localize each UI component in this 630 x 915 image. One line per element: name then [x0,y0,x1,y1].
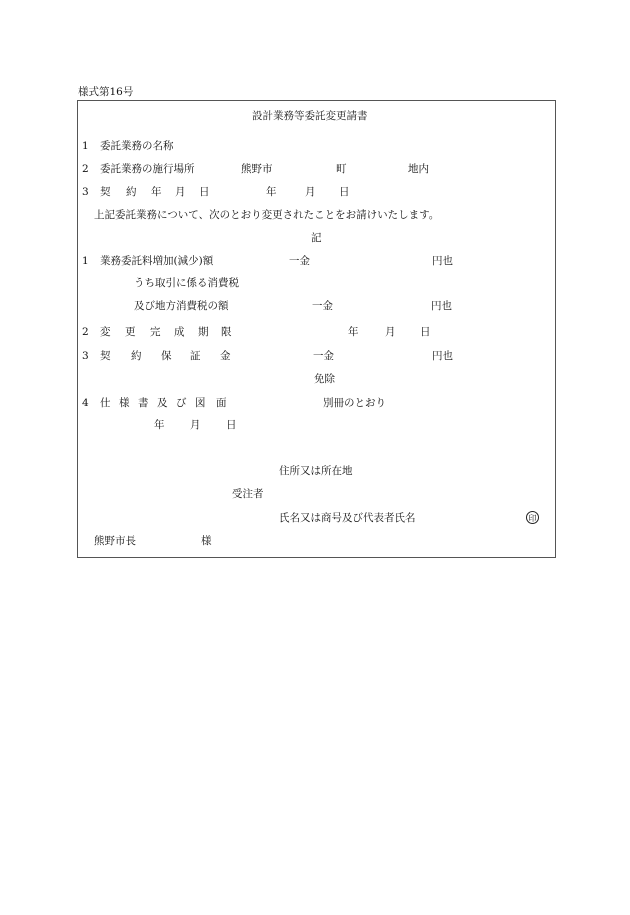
date-month: 月 [190,419,201,431]
address-label: 住所又は所在地 [279,465,353,477]
deposit-exempt: 免除 [314,373,335,385]
contract-date-char: 年 [151,186,162,198]
spec-char: 様 [119,397,130,409]
deposit-char: 証 [190,350,201,362]
deadline-char: 完 [150,326,161,338]
tax-label-line1: うち取引に係る消費税 [134,277,239,289]
contract-day: 日 [339,186,350,198]
tax-enya: 円也 [431,300,452,312]
spec-char: び [176,397,187,409]
contract-date-char: 月 [175,186,186,198]
tax-label-line2: 及び地方消費税の額 [134,300,229,312]
business-place-label: 委託業務の施行場所 [100,163,195,175]
contractor-label: 受注者 [232,488,264,500]
signer-name-label: 氏名又は商号及び代表者氏名 [279,512,416,524]
deadline-char: 成 [174,326,185,338]
contract-date-char: 日 [199,186,210,198]
spec-char: 書 [138,397,149,409]
seal-mark: 印 [526,511,539,524]
city-label: 熊野市 [241,163,273,175]
spec-char: 及 [157,397,168,409]
addressee-honorific: 様 [201,535,212,547]
contract-month: 月 [305,186,316,198]
spec-char: 仕 [100,397,111,409]
form-number: 様式第16号 [78,86,134,98]
deadline-char: 変 [100,326,111,338]
fee-change-label: 業務委託料増加(減少)額 [100,255,214,267]
business-name-label: 委託業務の名称 [100,140,174,152]
contract-date-char: 契 [100,186,111,198]
contract-year: 年 [266,186,277,198]
deadline-char: 期 [198,326,209,338]
item-number-1: 1 [82,140,89,152]
fee-ikkin: 一金 [289,255,310,267]
town-label: 町 [336,163,347,175]
statement: 上記委託業務について、次のとおり変更されたことをお請けいたします。 [94,209,440,221]
fee-enya: 円也 [432,255,453,267]
deposit-char: 金 [220,350,231,362]
ki-heading: 記 [311,232,322,244]
deposit-enya: 円也 [432,350,453,362]
deadline-day: 日 [420,326,431,338]
document-title: 設計業務等委託変更請書 [252,110,368,122]
contract-date-char: 約 [126,186,137,198]
deadline-year: 年 [348,326,359,338]
detail-number-3: 3 [82,350,89,362]
deadline-month: 月 [385,326,396,338]
item-number-3: 3 [82,186,89,198]
deposit-ikkin: 一金 [313,350,334,362]
deposit-char: 契 [100,350,111,362]
spec-char: 面 [216,397,227,409]
spec-char: 図 [195,397,206,409]
area-label: 地内 [408,163,429,175]
deposit-char: 約 [131,350,142,362]
deposit-char: 保 [161,350,172,362]
detail-number-4: 4 [82,397,89,409]
spec-value: 別冊のとおり [323,397,386,409]
date-year: 年 [154,419,165,431]
item-number-2: 2 [82,163,89,175]
detail-number-1: 1 [82,255,89,267]
tax-ikkin: 一金 [312,300,333,312]
deadline-char: 限 [221,326,232,338]
addressee-name: 熊野市長 [94,535,136,547]
deadline-char: 更 [125,326,136,338]
detail-number-2: 2 [82,326,89,338]
date-day: 日 [226,419,237,431]
